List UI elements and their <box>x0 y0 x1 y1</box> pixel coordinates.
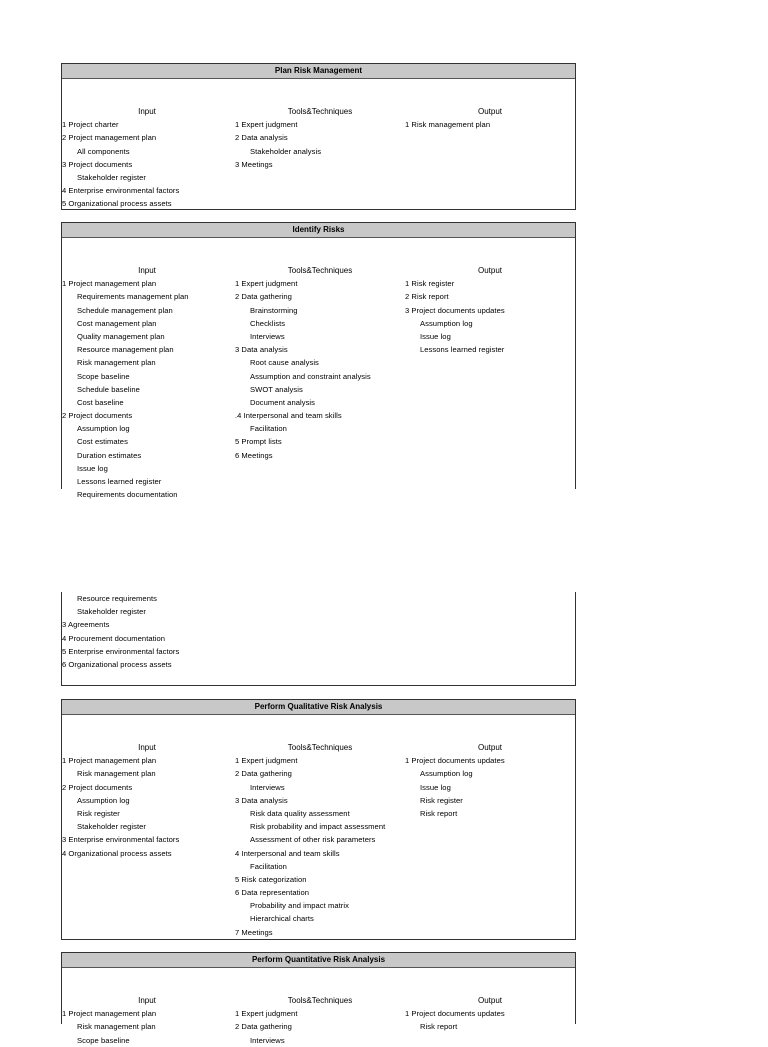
list-item: 5 Enterprise environmental factors <box>62 646 180 656</box>
list-subitem: Brainstorming <box>250 305 298 315</box>
list-subitem: Scope baseline <box>77 1035 130 1045</box>
list-item: .4 Interpersonal and team skills <box>235 411 342 421</box>
input-column <box>62 264 232 501</box>
list-item: 1 Project documents updates <box>405 1009 505 1019</box>
list-subitem: Risk register <box>420 795 463 805</box>
list-subitem: SWOT analysis <box>250 384 303 394</box>
list-subitem: Resource management plan <box>77 345 174 355</box>
section-title: Plan Risk Management <box>62 63 575 79</box>
list-item: 2 Data gathering <box>235 292 292 302</box>
list-subitem: Risk management plan <box>77 358 156 368</box>
list-item: 1 Expert judgment <box>235 120 298 130</box>
list-subitem: Requirements management plan <box>77 292 189 302</box>
section-identify-risks-continued <box>61 592 576 686</box>
input-header: Input <box>138 107 156 116</box>
list-subitem: Stakeholder register <box>77 822 146 832</box>
section-quantitative-risk-analysis <box>61 952 576 1045</box>
list-item: 1 Risk management plan <box>405 120 491 130</box>
list-item: 2 Project documents <box>62 782 133 792</box>
output-column <box>405 264 575 356</box>
list-item: 5 Prompt lists <box>235 437 282 447</box>
list-item: 1 Project management plan <box>62 756 157 766</box>
tools-header: Tools&Techniques <box>287 266 353 275</box>
list-subitem: Requirements documentation <box>77 490 178 500</box>
input-column <box>62 105 232 211</box>
tools-column <box>235 994 405 1047</box>
list-subitem: Duration estimates <box>77 450 142 460</box>
list-item: 4 Procurement documentation <box>62 633 166 643</box>
tools-header: Tools&Techniques <box>287 996 353 1005</box>
list-item: 4 Interpersonal and team skills <box>235 848 340 858</box>
list-subitem: Root cause analysis <box>250 358 319 368</box>
list-subitem: Facilitation <box>250 424 287 434</box>
list-subitem: Risk probability and impact assessment <box>250 822 386 832</box>
list-subitem: Resource requirements <box>77 594 157 603</box>
list-subitem: Issue log <box>420 331 451 341</box>
list-subitem: Risk data quality assessment <box>250 808 350 818</box>
list-item: 1 Expert judgment <box>235 1009 298 1019</box>
tools-column <box>235 264 405 462</box>
list-subitem: Scope baseline <box>77 371 130 381</box>
list-subitem: All components <box>77 146 130 156</box>
list-item: 3 Data analysis <box>235 795 288 805</box>
list-subitem: Facilitation <box>250 861 287 871</box>
list-item: 5 Organizational process assets <box>62 199 172 209</box>
input-column <box>62 741 232 860</box>
list-subitem: Document analysis <box>250 397 316 407</box>
list-subitem: Risk report <box>420 1022 458 1032</box>
list-subitem: Risk report <box>420 808 458 818</box>
list-item: 3 Enterprise environmental factors <box>62 835 180 845</box>
list-subitem: Checklists <box>250 318 286 328</box>
list-subitem: Interviews <box>250 1035 285 1045</box>
list-subitem: Assumption log <box>420 769 473 779</box>
list-item: 1 Risk register <box>405 279 455 289</box>
list-item: 6 Organizational process assets <box>62 659 172 669</box>
tools-header: Tools&Techniques <box>287 743 353 752</box>
list-item: 1 Project management plan <box>62 1009 157 1019</box>
tools-column <box>235 741 405 939</box>
list-subitem: Cost baseline <box>77 397 124 407</box>
input-header: Input <box>138 743 156 752</box>
list-subitem: Assumption and constraint analysis <box>250 371 371 381</box>
output-header: Output <box>477 743 502 752</box>
list-subitem: Hierarchical charts <box>250 914 314 924</box>
section-plan-risk-management <box>61 63 576 210</box>
list-subitem: Lessons learned register <box>77 477 162 486</box>
list-item: 2 Data analysis <box>235 133 288 143</box>
input-header: Input <box>138 996 156 1005</box>
list-item: 3 Agreements <box>62 620 110 630</box>
list-subitem: Interviews <box>250 331 285 341</box>
list-item: 6 Data representation <box>235 888 310 898</box>
list-subitem: Assumption log <box>420 318 473 328</box>
list-subitem: Risk register <box>77 808 120 818</box>
list-subitem: Assumption log <box>77 424 130 434</box>
list-item: 1 Expert judgment <box>235 279 298 289</box>
output-header: Output <box>477 266 502 275</box>
input-column-continued <box>62 592 232 671</box>
list-item: 2 Project management plan <box>62 133 157 143</box>
list-item: 2 Risk report <box>405 292 449 302</box>
list-subitem: Quality management plan <box>77 331 165 341</box>
list-item: 5 Risk categorization <box>235 874 307 884</box>
list-subitem: Stakeholder register <box>77 607 146 617</box>
section-identify-risks <box>61 222 576 500</box>
list-item: 3 Meetings <box>235 159 273 169</box>
list-item: 2 Data gathering <box>235 1022 292 1032</box>
list-item: 4 Organizational process assets <box>62 848 172 858</box>
list-subitem: Cost management plan <box>77 318 157 328</box>
list-subitem: Probability and impact matrix <box>250 901 349 911</box>
list-subitem: Interviews <box>250 782 285 792</box>
list-item: 1 Project documents updates <box>405 756 505 766</box>
section-title: Perform Quantitative Risk Analysis <box>62 952 575 968</box>
output-column <box>405 105 575 131</box>
input-header: Input <box>138 266 156 275</box>
list-subitem: Stakeholder analysis <box>250 146 322 156</box>
output-header: Output <box>477 107 502 116</box>
list-subitem: Issue log <box>420 782 451 792</box>
section-title: Identify Risks <box>62 222 575 238</box>
list-item: 4 Enterprise environmental factors <box>62 186 180 196</box>
list-item: 3 Project documents updates <box>405 305 505 315</box>
list-item: 7 Meetings <box>235 927 273 937</box>
list-item: 2 Project documents <box>62 411 133 421</box>
list-subitem: Assumption log <box>77 795 130 805</box>
list-item: 1 Project charter <box>62 120 119 130</box>
list-item: 1 Project management plan <box>62 279 157 289</box>
list-item: 2 Data gathering <box>235 769 292 779</box>
output-column <box>405 741 575 820</box>
input-column <box>62 994 232 1047</box>
list-subitem: Cost estimates <box>77 437 128 447</box>
list-item: 6 Meetings <box>235 450 273 460</box>
list-subitem: Schedule management plan <box>77 305 173 315</box>
list-item: 1 Expert judgment <box>235 756 298 766</box>
list-subitem: Risk management plan <box>77 1022 156 1032</box>
output-header: Output <box>477 996 502 1005</box>
list-item: 3 Project documents <box>62 159 133 169</box>
tools-header: Tools&Techniques <box>287 107 353 116</box>
output-column <box>405 994 575 1034</box>
list-subitem: Assessment of other risk parameters <box>250 835 376 845</box>
section-title: Perform Qualitative Risk Analysis <box>62 699 575 715</box>
list-subitem: Stakeholder register <box>77 172 146 182</box>
list-item: 3 Data analysis <box>235 345 288 355</box>
list-subitem: Schedule baseline <box>77 384 140 394</box>
list-subitem: Issue log <box>77 463 108 473</box>
tools-column <box>235 105 405 171</box>
list-subitem: Risk management plan <box>77 769 156 779</box>
section-qualitative-risk-analysis <box>61 699 576 940</box>
list-subitem: Lessons learned register <box>420 345 505 355</box>
